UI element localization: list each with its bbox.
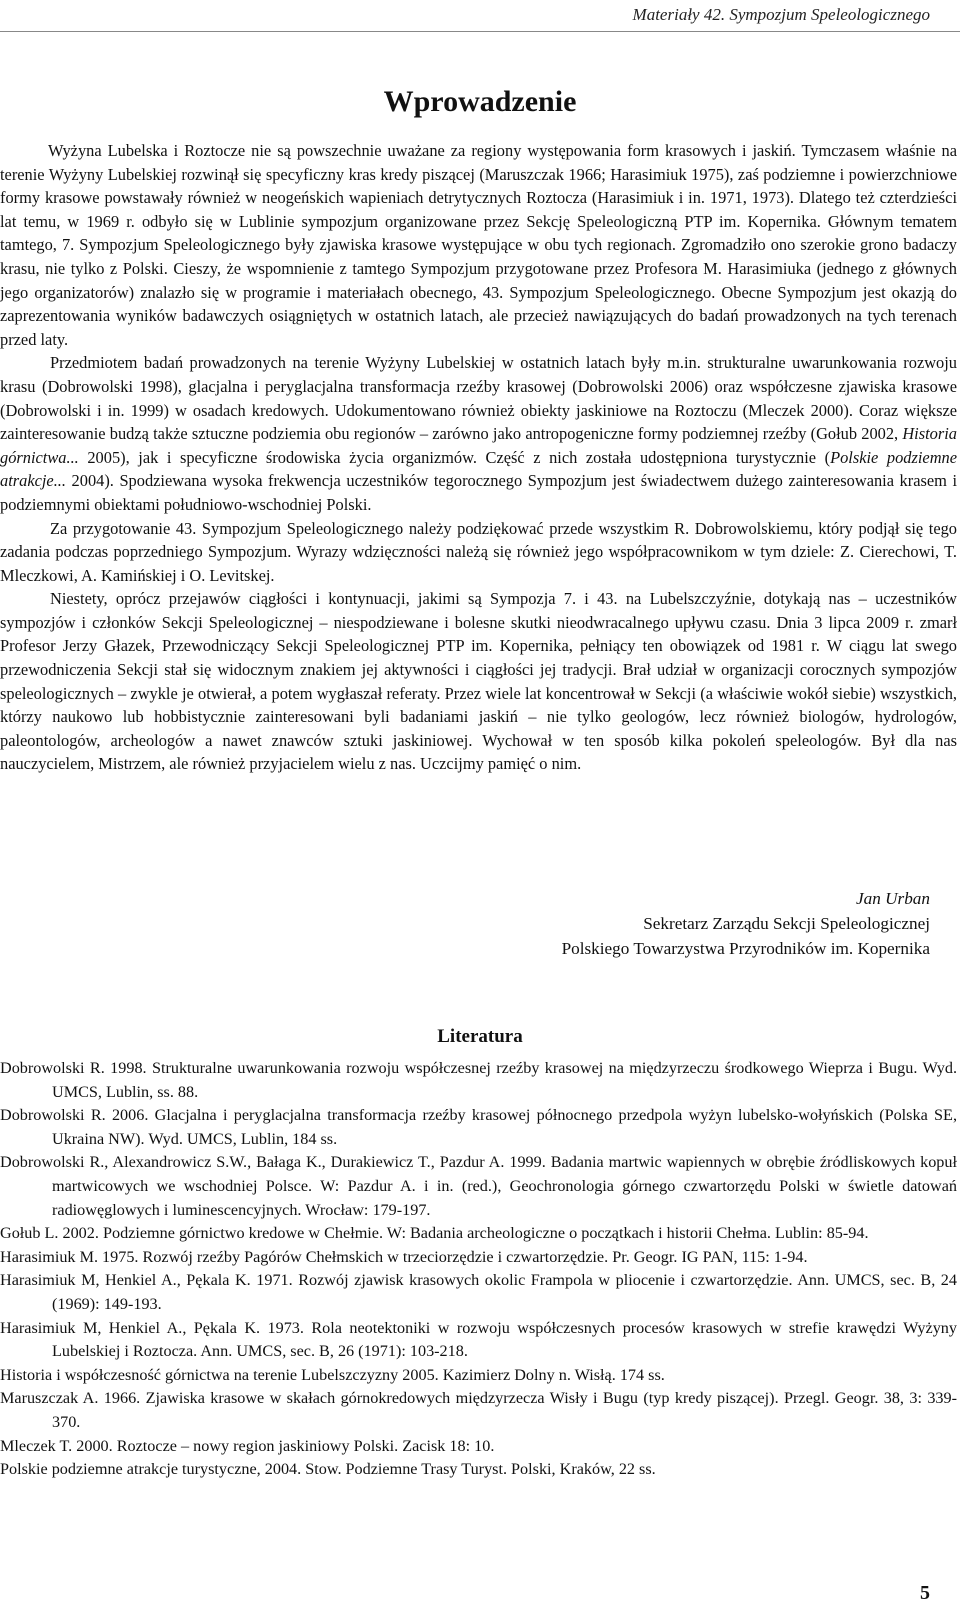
reference-item: Mleczek T. 2000. Roztocze – nowy region jaskiniowy Polski. Zacisk 18: 10. — [0, 1436, 495, 1455]
text-run: 2005), jak i specyficzne środowiska życia organizmów. Część z nich została udostępniona turystycznie ( — [78, 447, 831, 467]
reference-item: Dobrowolski R. 1998. Strukturalne uwarunkowania rozwoju współczesnej rzeźby krasowej na międzyrzeczu środkowego Wieprza i Bugu. Wyd. UMCS, Lublin, ss. 88. — [0, 1059, 957, 1101]
text-run: Przedmiotem badań prowadzonych na terenie Wyżyny Lubelskiej w ostatnich latach były m.in. strukturalne uwarunkowania rozwoju krasu (Dobrowolski 1998), glacjalna i peryglacjalna transformacja rzeźby krasowej (Dobrowolski 2006) oraz współczesne zjawiska krasowe (Dobrowolski i in. 1999) w osadach kredowych. Udokumentowano również obiekty jaskiniowe na Roztoczu (Mleczek 2000). Coraz większe zainteresowanie budzą także sztuczne podziemia obu regionów – zarówno jako antropogeniczne formy podziemnej rzeźby (Gołub 2002, — [0, 353, 957, 444]
reference-list — [0, 1057, 957, 1482]
signature-block — [562, 886, 930, 961]
signature-name: Jan Urban — [856, 889, 930, 908]
reference-item: Dobrowolski R., Alexandrowicz S.W., Bałaga K., Durakiewicz T., Pazdur A. 1999. Badania martwic wapiennych w obrębie źródliskowych kopuł martwicowych we wschodniej Polsce. W: Pazdur A. i in. (red.), Geochronologia górnego czwartorzędu Polski w świetle datowań radiowęglowych i luminescencyjnych. Wrocław: 179-197. — [0, 1153, 957, 1219]
text-run: Niestety, oprócz przejawów ciągłości i kontynuacji, jakimi są Sympozja 7. i 43. na Lubelszczyźnie, dotykają nas – uczestników sympozjów i członków Sekcji Speleologicznej – niespodziewane i bolesne skutki nieodwracalnego upływu czasu. Dnia 3 lipca 2009 r. zmarł Profesor Jerzy Głazek, Przewodniczący Sekcji Speleologicznej PTP im. Kopernika, pełniący ten obowiązek od 1981 r. W ciągu lat swego przewodniczenia Sekcji stał się widocznym znakiem jej aktywności i ciągłości jej tradycji. Brał udział w organizacji corocznych sympozjów speleologicznych – zwykle je otwierał, a potem wygłaszał referaty. Przez wiele lat koncentrował w Sekcji (a właściwie wokół siebie) wszystkich, którzy naukowo lub hobbistycznie zainteresowani byli badaniami jaskiń – nie tylko geologów, lecz również biologów, hydrologów, paleontologów, archeologów a nawet znawców sztuki jaskiniowej. Wychował w ten sposób kilka pokoleń speleologów. Był dla nas nauczycielem, Mistrzem, ale również przyjacielem wielu z nas. Uczcijmy pamięć o nim. — [0, 589, 957, 774]
signature-role: Sekretarz Zarządu Sekcji Speleologicznej — [643, 914, 930, 933]
italic-citation: Polskie podziemne atrakcje... — [0, 447, 957, 491]
text-run: Wyżyna Lubelska i Roztocze nie są powszechnie uważane za regiony występowania form krasowych i jaskiń. Tymczasem właśnie na terenie Wyżyny Lubelskiej rozwinął się specyficzny kras kredy piszącej (Maruszczak 1966; Harasimiuk 1975), zaś podziemne i powierzchniowe formy krasowe powstawały również w neogeńskich wapieniach detrytycznych Roztocza (Harasimiuk i in. 1971, 1973). Dlatego też czterdzieści lat temu, w 1969 r. odbyło się w Lublinie sympozjum organizowane przez Sekcję Speleologiczną PTP im. Kopernika. Głównym tematem tamtego, 7. Sympozjum Speleologicznego były zjawiska krasowe występujące w obu tych regionach. Zgromadziło ono szerokie grono badaczy krasu, nie tylko z Polski. Cieszy, że wspomnienie z tamtego Sympozjum przygotowane przez Profesora M. Harasimiuka (jednego z głównych jego organizatorów) znalazło się w programie i materiałach obecnego, 43. Sympozjum Speleologicznego. Obecne Sympozjum jest okazją do zaprezentowania wyników badawczych osiągniętych w ostatnich latach, ale przecież nawiązujących do badań prowadzonych na tych terenach przed laty. — [0, 141, 957, 349]
literature-heading: Literatura — [437, 1026, 523, 1047]
reference-item: Historia i współczesność górnictwa na terenie Lubelszczyzny 2005. Kazimierz Dolny n. Wisłą. 174 ss. — [0, 1365, 665, 1384]
text-run: 2004). Spodziewana wysoka frekwencja uczestników tegorocznego Sympozjum jest świadectwem dużego zainteresowania krasem i podziemnymi obiektami południowo-wschodniej Polski. — [0, 471, 957, 514]
reference-item: Gołub L. 2002. Podziemne górnictwo kredowe w Chełmie. W: Badania archeologiczne o początkach i historii Chełma. Lublin: 85-94. — [0, 1224, 869, 1243]
reference-item: Dobrowolski R. 2006. Glacjalna i peryglacjalna transformacja rzeźby krasowej północnego przedpola wyżyn lubelsko-wołyńskich (Polska SE, Ukraina NW). Wyd. UMCS, Lublin, 184 ss. — [0, 1106, 957, 1148]
page-number: 5 — [920, 1582, 930, 1604]
signature-organization: Polskiego Towarzystwa Przyrodników im. Kopernika — [561, 939, 930, 958]
italic-citation: Historia górnictwa... — [0, 424, 957, 467]
reference-item: Maruszczak A. 1966. Zjawiska krasowe w skałach górnokredowych międzyrzecza Wisły i Bugu (typ kredy piszącej). Przegl. Geogr. 38, 3: 339-370. — [0, 1389, 957, 1431]
reference-item: Harasimiuk M, Henkiel A., Pękala K. 1971. Rozwój zjawisk krasowych okolic Frampola w pliocenie i czwartorzędzie. Ann. UMCS, sec. B, 24 (1969): 149-193. — [0, 1271, 957, 1313]
header-rule — [0, 31, 960, 32]
reference-item: Polskie podziemne atrakcje turystyczne, 2004. Stow. Podziemne Trasy Turyst. Polski, Kraków, 22 ss. — [0, 1460, 656, 1479]
intro-paragraph — [0, 139, 957, 351]
intro-paragraph — [0, 587, 957, 776]
intro-paragraph — [0, 517, 957, 588]
intro-paragraph — [0, 351, 957, 516]
reference-item: Harasimiuk M. 1975. Rozwój rzeźby Pagórów Chełmskich w trzeciorzędzie i czwartorzędzie. Pr. Geogr. IG PAN, 115: 1-94. — [0, 1247, 808, 1266]
reference-item: Harasimiuk M, Henkiel A., Pękala K. 1973. Rola neotektoniki w rozwoju współczesnych procesów krasowych w strefie krawędzi Wyżyny Lubelskiej i Roztocza. Ann. UMCS, sec. B, 26 (1971): 103-218. — [0, 1318, 957, 1361]
page-title: Wprowadzenie — [383, 85, 577, 118]
intro-body — [0, 139, 957, 776]
text-run: Za przygotowanie 43. Sympozjum Speleologicznego należy podziękować przede wszystkim R. Dobrowolskiemu, który podjął się tego zadania podczas poprzedniego Sympozjum. Wyrazy wdzięczności należą się również jego współpracownikom w tym dziele: Z. Cierechowi, T. Mleczkowi, A. Kamińskiej i O. Levitskej. — [0, 518, 957, 585]
running-header: Materiały 42. Sympozjum Speleologicznego — [632, 5, 930, 24]
